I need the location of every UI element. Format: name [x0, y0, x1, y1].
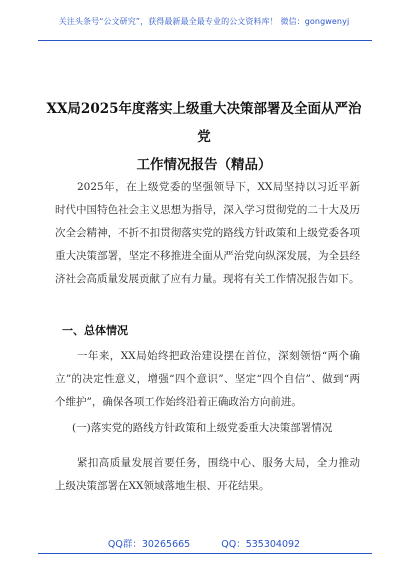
intro-paragraph: 2025年，在上级党委的坚强领导下，XX局坚持以习近平新时代中国特色社会主义思想为指导，深入学习贯彻党的二十大及历次全会精神，不折不扣贯彻落实党的路线方针政策和上级党委各项重大决策部署，坚定不移推进全面从严治党向纵深发展，为全县经济社会高质量发展贡献了应有力量。现将有关工作情况报告如下。	[55, 181, 360, 285]
section-heading-overview: 一、总体情况	[62, 324, 128, 337]
overview-paragraph: 一年来，XX局始终把政治建设摆在首位，深刻领悟“两个确立”的决定性意义，增强“四个意识”、坚定“四个自信”、做到“两个维护”，确保各项工作始终沿着正确政治方向前进。	[55, 350, 360, 408]
subsection-1-paragraph: 紧扣高质量发展首要任务，围绕中心、服务大局，全力推动上级决策部署在XX领域落地生根、开花结果。	[55, 457, 360, 492]
header-banner: 关注头条号“公文研究”，获得最新最全最专业的公文资料库！ 微信：gongwenyj	[58, 17, 350, 26]
subsection-heading-1: (一)落实党的路线方针政策和上级党委重大决策部署情况	[72, 422, 333, 434]
footer-divider	[38, 553, 372, 554]
document-title	[40, 95, 368, 179]
title-line-1: XX局2025年度落实上级重大决策部署及全面从严治党	[46, 101, 362, 145]
footer-qq-group: QQ群：30265665	[107, 539, 191, 550]
footer-qq: QQ：535304092	[221, 539, 301, 550]
footer-contact	[0, 536, 408, 550]
title-line-2: 工作情况报告（精品）	[136, 157, 272, 173]
header-divider	[38, 40, 372, 41]
